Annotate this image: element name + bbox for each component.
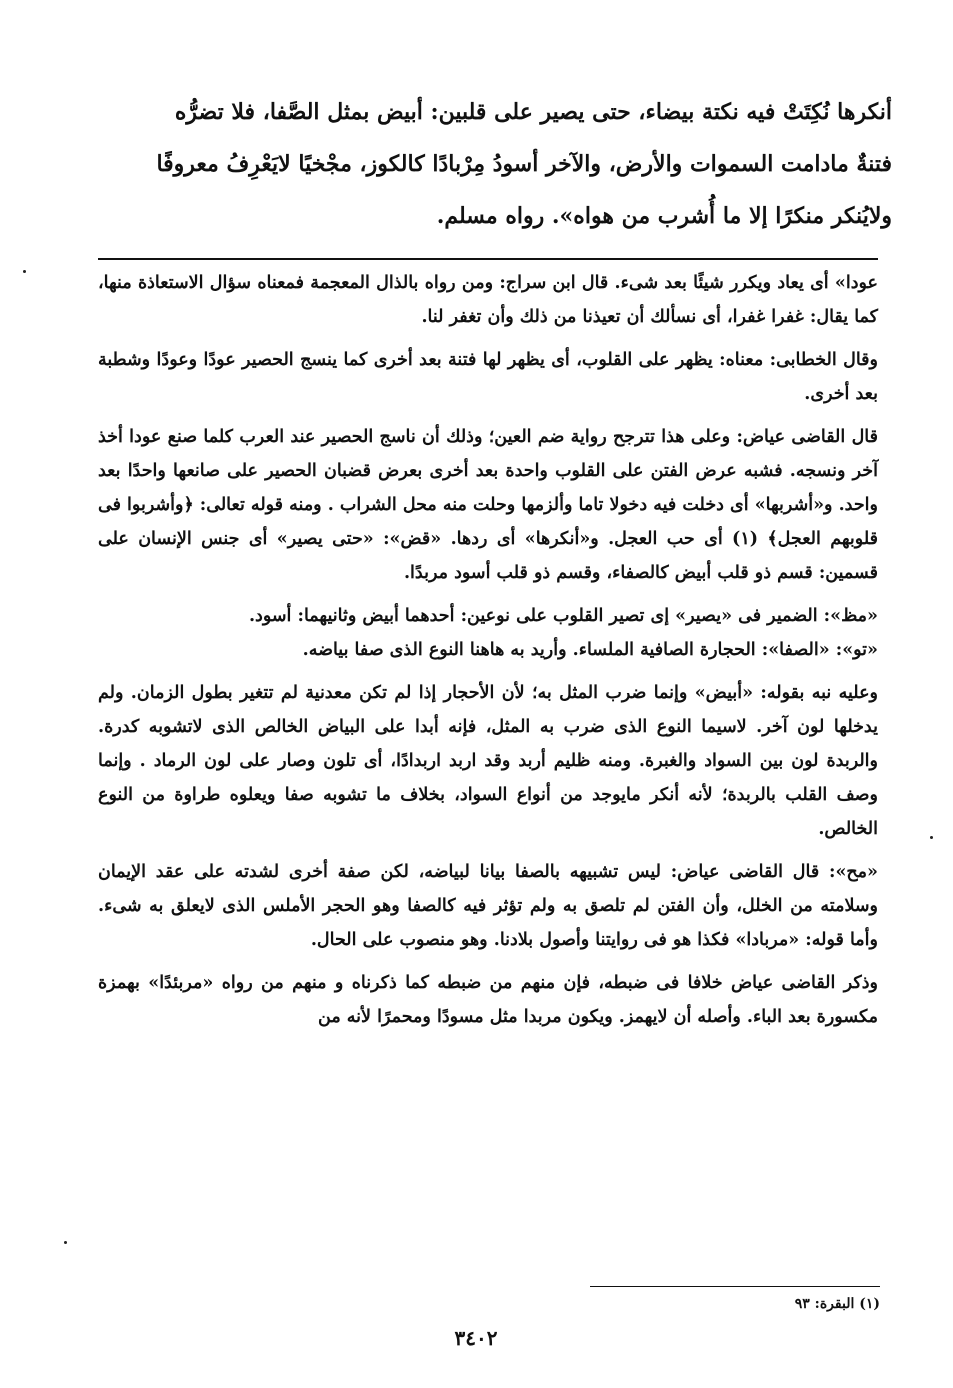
footnote-divider	[590, 1286, 880, 1287]
commentary-text	[98, 266, 878, 1043]
commentary-paragraph: «مظ»: الضمير فى «يصير» إى تصير القلوب على نوعين: أحدهما أبيض وثانيهما: أسود.	[248, 606, 878, 626]
scan-speck	[64, 1241, 67, 1244]
scan-speck	[23, 270, 26, 273]
commentary-paragraph: عودا» أى يعاد ويكرر شيئًا بعد شىء. قال ابن سراج: ومن رواه بالذال المعجمة فمعناه سؤال الاستعاذة منها، كما يقال: غفرا غفرا، أى نسألك أن تعيذنا من ذلك وأن تغفر لنا.	[98, 273, 878, 327]
page-number: ٣٤٠٢	[454, 1326, 498, 1350]
commentary-paragraph: «تو»: «الصفا»: الحجارة الصافية الملساء. وأريد به هاهنا النوع الذى صفا بياضه.	[302, 640, 878, 660]
section-divider	[98, 258, 878, 260]
commentary-paragraph: «مح»: قال القاضى عياض: ليس تشبيهه بالصفا بيانا لبياضه، لكن صفة أخرى لشدته على عقد الإيمان وسلامته من الخلل، وأن الفتن لم تلصق به ولم تؤثر فيه كالصفا وهو الحجر الأملس الذى لايعلق به شىء. وأما قوله: «مربادا» فكذا هو فى روايتنا وأصول بلادنا. وهو منصوب على الحال.	[98, 862, 878, 950]
scan-speck	[930, 836, 933, 839]
commentary-paragraph: قال القاضى عياض: وعلى هذا تترجح رواية ضم العين؛ وذلك أن ناسج الحصير عند العرب كلما صنع عودا أخذ آخر ونسجه. فشبه عرض الفتن على القلوب واحدة بعد أخرى بعرض قضبان الحصير على صانعها واحدًا بعد واحد. و«أشربها» أى دخلت فيه دخولا تاما وألزمها وحلت منه محل الشراب . ومنه قوله تعالى: ﴿وأشربوا فى قلوبهم العجل﴾ (١) أى حب العجل. و«أنكرها» أى ردها. «قض»: «حتى يصير» أى جنس الإنسان على قسمين: قسم ذو قلب أبيض كالصفاء، وقسم ذو قلب أسود مربدًا.	[98, 427, 878, 583]
hadith-line: فتنةٌ مادامت السموات والأرض، والآخر أسودُ مِرْبادًا كالكوز، مجْخيًا لايَعْرِفُ معروفًا	[156, 151, 892, 177]
hadith-line: ولايُنكر منكرًا إلا ما أُشرب من هواه». رواه مسلم.	[436, 203, 892, 229]
hadith-text	[92, 86, 892, 242]
commentary-paragraph: وقال الخطابى: معناه: يظهر على القلوب، أى يظهر لها فتنة بعد أخرى كما ينسج الحصير عودًا وعودًا وشطبة بعد أخرى.	[98, 350, 878, 404]
hadith-line: أنكرها نُكِتَتْ فيه نكتة بيضاء، حتى يصير على قلبين: أبيض بمثل الصَّفا، فلا تضرُّه	[174, 99, 892, 125]
commentary-paragraph: وعليه نبه بقوله: «أبيض» وإنما ضرب المثل به؛ لأن الأحجار إذا لم تكن معدنية لم تتغير بطول الزمان. ولم يدخلها لون آخر. لاسيما النوع الذى ضرب به المثل، فإنه أبدا على البياض الخالص الذى لاتشوبه كدرة. والربدة لون بين السواد والغبرة. ومنه ظليم أربد وقد اربد اربدادًا، أى تلون وصار على لون الرماد . وإنما وصف القلب بالربدة؛ لأنه أنكر مايوجد من أنواع السواد، بخلاف ما تشوبه صفا ويعلوه طراوة من النوع الخالص.	[98, 683, 878, 839]
footnote: (١) البقرة: ٩٣	[794, 1296, 880, 1312]
commentary-paragraph: وذكر القاضى عياض خلافا فى ضبطه، فإن منهم من ضبطه كما ذكرناه و منهم من رواه «مربئدًا» بهمزة مكسورة بعد الباء. وأصله أن لايهمز. ويكون مربدا مثل مسودًا ومحمرًا لأنه من	[98, 973, 878, 1027]
